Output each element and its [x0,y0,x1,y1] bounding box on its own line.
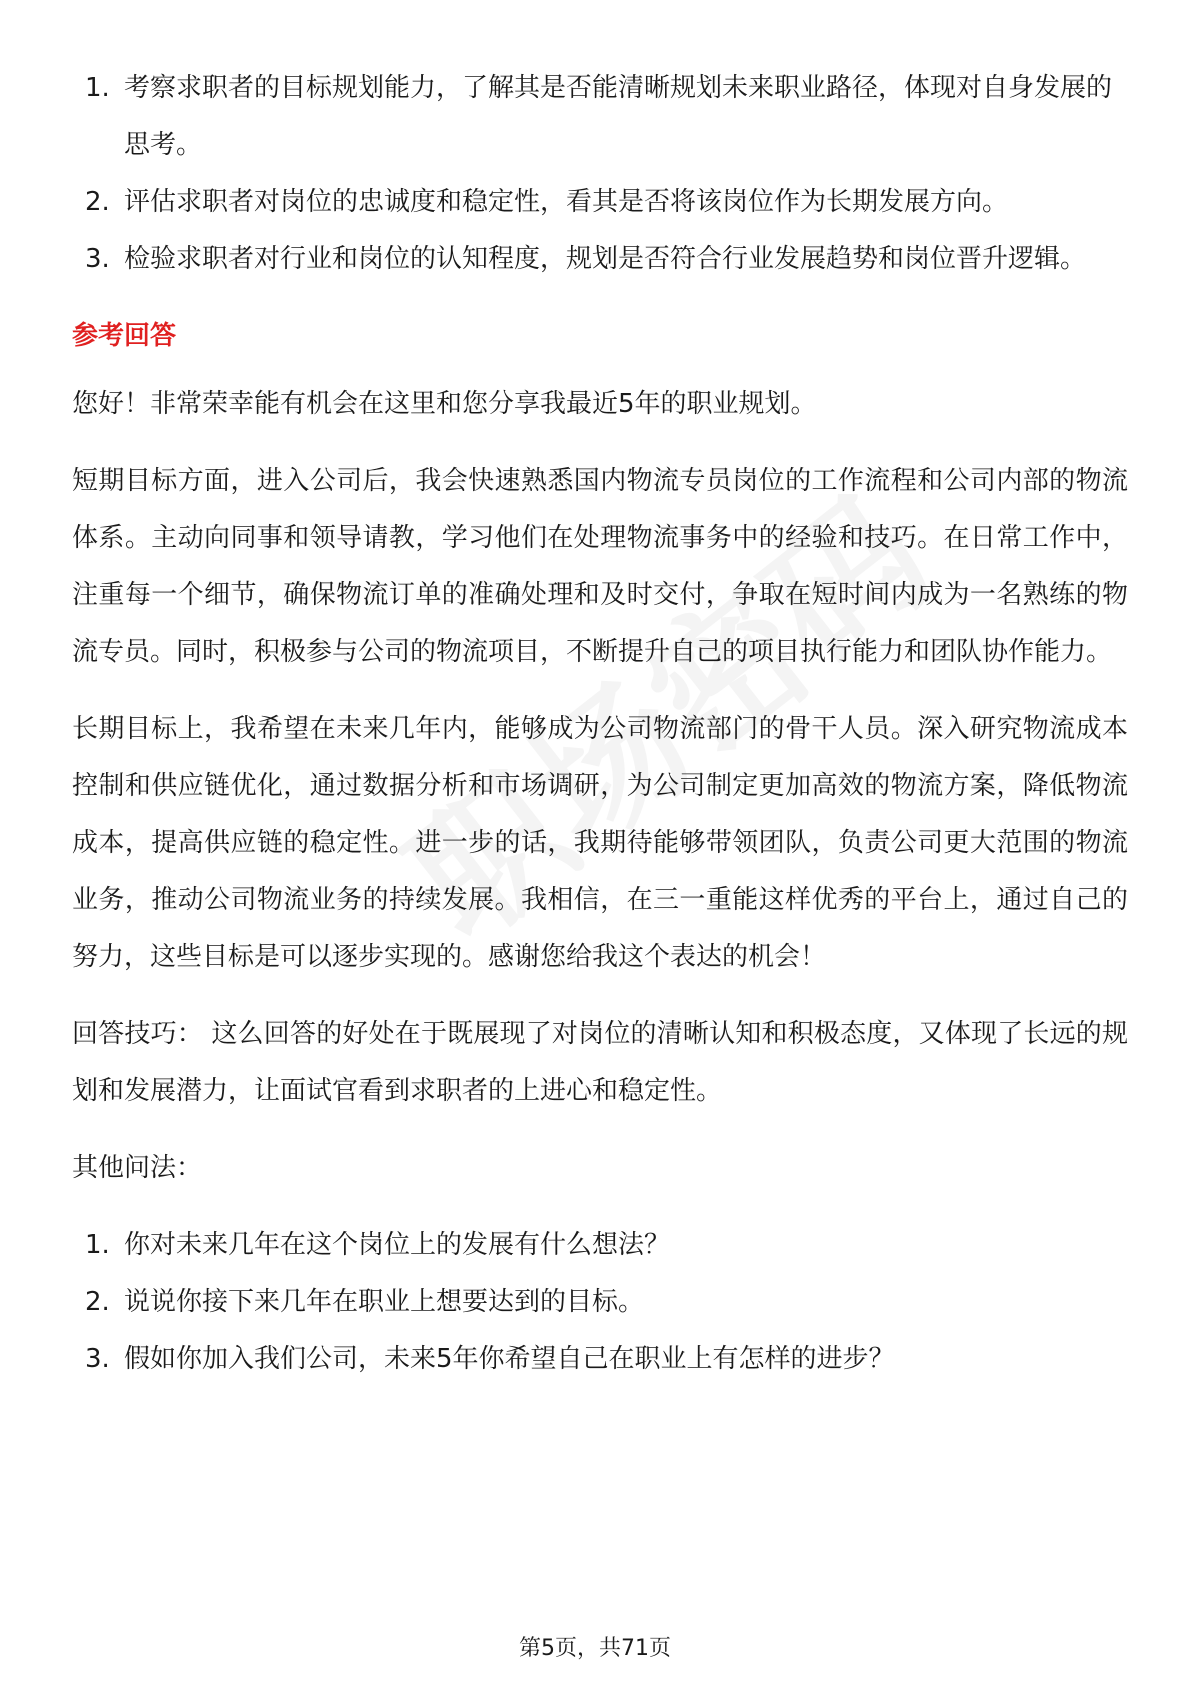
other-questions-label: 其他问法： [72,1153,203,1183]
list-number: 1. [85,1230,110,1260]
list-text: 评估求职者对岗位的忠诚度和稳定性，看其是否将该岗位作为长期发展方向。 [124,187,1009,217]
short-term-paragraph: 短期目标方面，进入公司后，我会快速熟悉国内物流专员岗位的工作流程和公司内部的物流体系。主动向同事和领导请教，学习他们在处理物流事务中的经验和技巧。在日常工作中，注重每一个细节，确保物流订单的准确处理和及时交付，争取在短时间内成为一名熟练的物流专员。同时，积极参与公司的物流项目，不断提升自己的项目执行能力和团队协作能力。 [72,466,1128,667]
greeting-paragraph: 您好！非常荣幸能有机会在这里和您分享我最近5年的职业规划。 [72,389,817,419]
list-number: 1. [85,73,110,103]
page-content [72,60,1128,1388]
tips-paragraph: 回答技巧： 这么回答的好处在于既展现了对岗位的清晰认知和积极态度，又体现了长远的规划和发展潜力，让面试官看到求职者的上进心和稳定性。 [72,1019,1128,1106]
list-item [72,1331,1128,1388]
list-item [72,174,1128,231]
reference-answer-heading: 参考回答 [72,321,177,351]
list-item [72,231,1128,288]
list-text: 检验求职者对行业和岗位的认知程度，规划是否符合行业发展趋势和岗位晋升逻辑。 [124,244,1087,274]
list-text: 考察求职者的目标规划能力，了解其是否能清晰规划未来职业路径，体现对自身发展的思考。 [124,73,1113,160]
list-item [72,1274,1128,1331]
list-text: 假如你加入我们公司，未来5年你希望自己在职业上有怎样的进步？ [124,1344,895,1374]
list-text: 说说你接下来几年在职业上想要达到的目标。 [124,1287,645,1317]
list-number: 3. [85,1344,110,1374]
list-item [72,60,1128,174]
list-number: 3. [85,244,110,274]
page-footer: 第5页，共71页 [519,1636,671,1661]
list-text: 你对未来几年在这个岗位上的发展有什么想法？ [124,1230,671,1260]
long-term-paragraph: 长期目标上，我希望在未来几年内，能够成为公司物流部门的骨干人员。深入研究物流成本控制和供应链优化，通过数据分析和市场调研，为公司制定更加高效的物流方案，降低物流成本，提高供应链的稳定性。进一步的话，我期待能够带领团队，负责公司更大范围的物流业务，推动公司物流业务的持续发展。我相信，在三一重能这样优秀的平台上，通过自己的努力，这些目标是可以逐步实现的。感谢您给我这个表达的机会！ [72,714,1128,972]
purpose-list [72,60,1128,288]
list-number: 2. [85,187,110,217]
other-questions-list [72,1217,1128,1388]
list-item [72,1217,1128,1274]
list-number: 2. [85,1287,110,1317]
